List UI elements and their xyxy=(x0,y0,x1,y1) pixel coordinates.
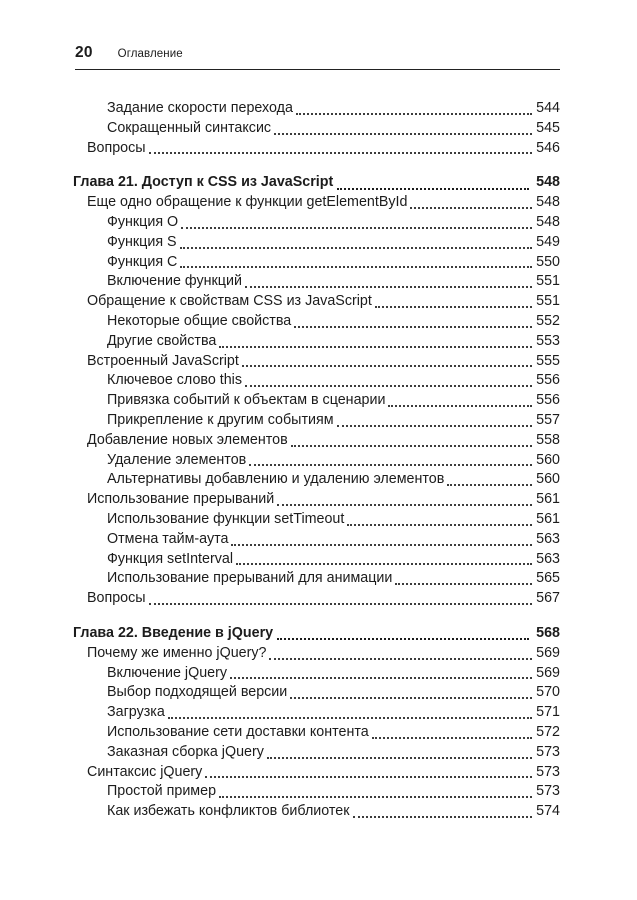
toc-entry-page-number: 563 xyxy=(536,530,560,547)
leader-dots xyxy=(168,717,532,719)
toc-entry xyxy=(73,763,560,783)
toc-entry-page-number: 560 xyxy=(536,451,560,468)
leader-dots xyxy=(181,227,532,229)
leader-dots xyxy=(149,152,533,154)
toc-entry-page-number: 552 xyxy=(536,312,560,329)
leader-dots xyxy=(388,405,532,407)
leader-dots xyxy=(245,385,532,387)
toc-entry xyxy=(73,139,560,159)
toc-entry xyxy=(73,431,560,451)
toc-entry-title: Вопросы xyxy=(87,139,146,156)
toc-entry-title: Привязка событий к объектам в сценарии xyxy=(107,392,386,409)
toc-entry-title: Выбор подходящей версии xyxy=(107,684,288,701)
toc-entry-page-number: 561 xyxy=(536,510,560,527)
toc-entry-title: Обращение к свойствам CSS из JavaScript xyxy=(87,293,372,310)
toc-entry xyxy=(73,213,560,233)
leader-dots xyxy=(245,286,532,288)
page-header xyxy=(75,44,560,70)
toc-entry-page-number: 567 xyxy=(536,590,560,607)
toc-entry-title: Сокращенный синтаксис xyxy=(107,119,272,136)
leader-dots xyxy=(236,563,532,565)
toc-entry-page-number: 557 xyxy=(536,411,560,428)
toc-entry-title: Встроенный JavaScript xyxy=(87,352,239,369)
toc-entry-page-number: 569 xyxy=(536,664,560,681)
toc-entry-page-number: 573 xyxy=(536,763,560,780)
toc-entry xyxy=(73,253,560,273)
leader-dots xyxy=(219,346,532,348)
leader-dots xyxy=(180,247,533,249)
leader-dots xyxy=(347,524,532,526)
toc-entry-page-number: 569 xyxy=(536,644,560,661)
chapter-heading-entry-title: Глава 21. Доступ к CSS из JavaScript xyxy=(73,174,334,191)
toc-entry-title: Использование функции setTimeout xyxy=(107,510,345,527)
leader-dots xyxy=(180,266,532,268)
leader-dots xyxy=(337,425,533,427)
toc-entry-page-number: 558 xyxy=(536,431,560,448)
toc-entry-title: Добавление новых элементов xyxy=(87,431,288,448)
toc-entry-title: Включение функций xyxy=(107,273,242,290)
toc-entry-page-number: 545 xyxy=(536,119,560,136)
toc-entry-page-number: 546 xyxy=(536,139,560,156)
toc-entry-page-number: 544 xyxy=(536,100,560,116)
chapter-continuation-block xyxy=(73,99,560,158)
toc-entry-page-number: 573 xyxy=(536,743,560,760)
toc-entry-title: Прикрепление к другим событиям xyxy=(107,411,334,428)
chapter-block xyxy=(73,624,560,822)
toc-entry-page-number: 550 xyxy=(536,253,560,270)
leader-dots xyxy=(249,464,532,466)
table-of-contents xyxy=(73,99,560,822)
toc-entry xyxy=(73,332,560,352)
leader-dots xyxy=(219,796,532,798)
toc-entry-page-number: 551 xyxy=(536,293,560,310)
toc-entry-title: Отмена тайм-аута xyxy=(107,530,229,547)
toc-entry-title: Функция C xyxy=(107,253,178,270)
leader-dots xyxy=(149,603,533,605)
toc-entry-page-number: 551 xyxy=(536,273,560,290)
leader-dots xyxy=(277,504,532,506)
toc-entry xyxy=(73,589,560,609)
toc-entry xyxy=(73,802,560,822)
toc-entry-title: Функция setInterval xyxy=(107,550,234,567)
toc-entry-page-number: 572 xyxy=(536,723,560,740)
leader-dots xyxy=(231,544,532,546)
toc-entry-page-number: 574 xyxy=(536,803,560,820)
toc-entry-page-number: 556 xyxy=(536,392,560,409)
toc-entry-title: Почему же именно jQuery? xyxy=(87,644,267,661)
chapter-heading-entry xyxy=(73,624,560,644)
leader-dots xyxy=(269,658,532,660)
toc-entry xyxy=(73,703,560,723)
toc-entry-page-number: 560 xyxy=(536,471,560,488)
leader-dots xyxy=(410,207,532,209)
toc-entry xyxy=(73,683,560,703)
toc-entry-title: Функция O xyxy=(107,213,179,230)
leader-dots xyxy=(230,677,532,679)
toc-entry xyxy=(73,193,560,213)
leader-dots xyxy=(296,113,532,115)
toc-entry xyxy=(73,411,560,431)
toc-entry-page-number: 561 xyxy=(536,491,560,508)
toc-entry-title: Некоторые общие свойства xyxy=(107,312,292,329)
leader-dots xyxy=(205,776,532,778)
toc-entry-page-number: 573 xyxy=(536,783,560,800)
toc-entry-title: Другие свойства xyxy=(107,332,217,349)
leader-dots xyxy=(337,188,529,190)
toc-entry xyxy=(73,782,560,802)
toc-entry-page-number: 570 xyxy=(536,684,560,701)
leader-dots xyxy=(294,326,532,328)
toc-entry xyxy=(73,352,560,372)
toc-entry-page-number: 571 xyxy=(536,704,560,721)
chapter-heading-entry xyxy=(73,173,560,193)
toc-entry xyxy=(73,569,560,589)
toc-entry-page-number: 563 xyxy=(536,550,560,567)
toc-entry-title: Альтернативы добавлению и удалению элементов xyxy=(107,471,445,488)
toc-entry-title: Удаление элементов xyxy=(107,451,247,468)
toc-entry-title: Задание скорости перехода xyxy=(107,100,293,116)
toc-entry xyxy=(73,490,560,510)
toc-entry xyxy=(73,312,560,332)
toc-entry-title: Функция S xyxy=(107,233,177,250)
toc-entry-title: Включение jQuery xyxy=(107,664,228,681)
toc-entry-title: Использование прерываний xyxy=(87,491,275,508)
leader-dots xyxy=(447,484,532,486)
toc-entry-title: Еще одно обращение к функции getElementById xyxy=(87,194,408,211)
toc-entry-title: Использование прерываний для анимации xyxy=(107,570,393,587)
chapter-heading-entry-title: Глава 22. Введение в jQuery xyxy=(73,624,274,641)
page-number: 20 xyxy=(75,44,93,61)
toc-entry xyxy=(73,99,560,119)
running-header-title: Оглавление xyxy=(117,48,183,60)
toc-entry xyxy=(73,550,560,570)
leader-dots xyxy=(242,365,532,367)
toc-entry-title: Вопросы xyxy=(87,590,146,607)
toc-entry xyxy=(73,644,560,664)
toc-entry xyxy=(73,664,560,684)
toc-entry-title: Использование сети доставки контента xyxy=(107,723,369,740)
toc-entry xyxy=(73,391,560,411)
leader-dots xyxy=(291,445,532,447)
toc-entry-title: Как избежать конфликтов библиотек xyxy=(107,803,350,820)
toc-entry xyxy=(73,470,560,490)
toc-entry xyxy=(73,272,560,292)
toc-entry-page-number: 548 xyxy=(536,194,560,211)
chapter-block xyxy=(73,173,560,609)
toc-entry-page-number: 548 xyxy=(536,213,560,230)
leader-dots xyxy=(395,583,532,585)
leader-dots xyxy=(277,638,529,640)
toc-entry xyxy=(73,743,560,763)
leader-dots xyxy=(375,306,532,308)
toc-entry xyxy=(73,233,560,253)
toc-entry xyxy=(73,451,560,471)
toc-entry-title: Ключевое слово this xyxy=(107,372,242,389)
toc-entry xyxy=(73,292,560,312)
leader-dots xyxy=(290,697,532,699)
toc-entry xyxy=(73,371,560,391)
leader-dots xyxy=(372,737,532,739)
toc-entry-page-number: 549 xyxy=(536,233,560,250)
toc-entry xyxy=(73,119,560,139)
toc-entry xyxy=(73,723,560,743)
toc-entry-page-number: 565 xyxy=(536,570,560,587)
chapter-heading-entry-page-number: 548 xyxy=(536,174,560,191)
toc-entry xyxy=(73,530,560,550)
toc-entry-page-number: 555 xyxy=(536,352,560,369)
toc-entry-title: Синтаксис jQuery xyxy=(87,763,203,780)
leader-dots xyxy=(267,757,532,759)
toc-entry-title: Заказная сборка jQuery xyxy=(107,743,264,760)
leader-dots xyxy=(274,133,532,135)
toc-entry-page-number: 556 xyxy=(536,372,560,389)
toc-entry xyxy=(73,510,560,530)
toc-entry-page-number: 553 xyxy=(536,332,560,349)
leader-dots xyxy=(353,816,533,818)
toc-entry-title: Простой пример xyxy=(107,783,217,800)
toc-entry-title: Загрузка xyxy=(107,704,165,721)
chapter-heading-entry-page-number: 568 xyxy=(536,624,560,641)
